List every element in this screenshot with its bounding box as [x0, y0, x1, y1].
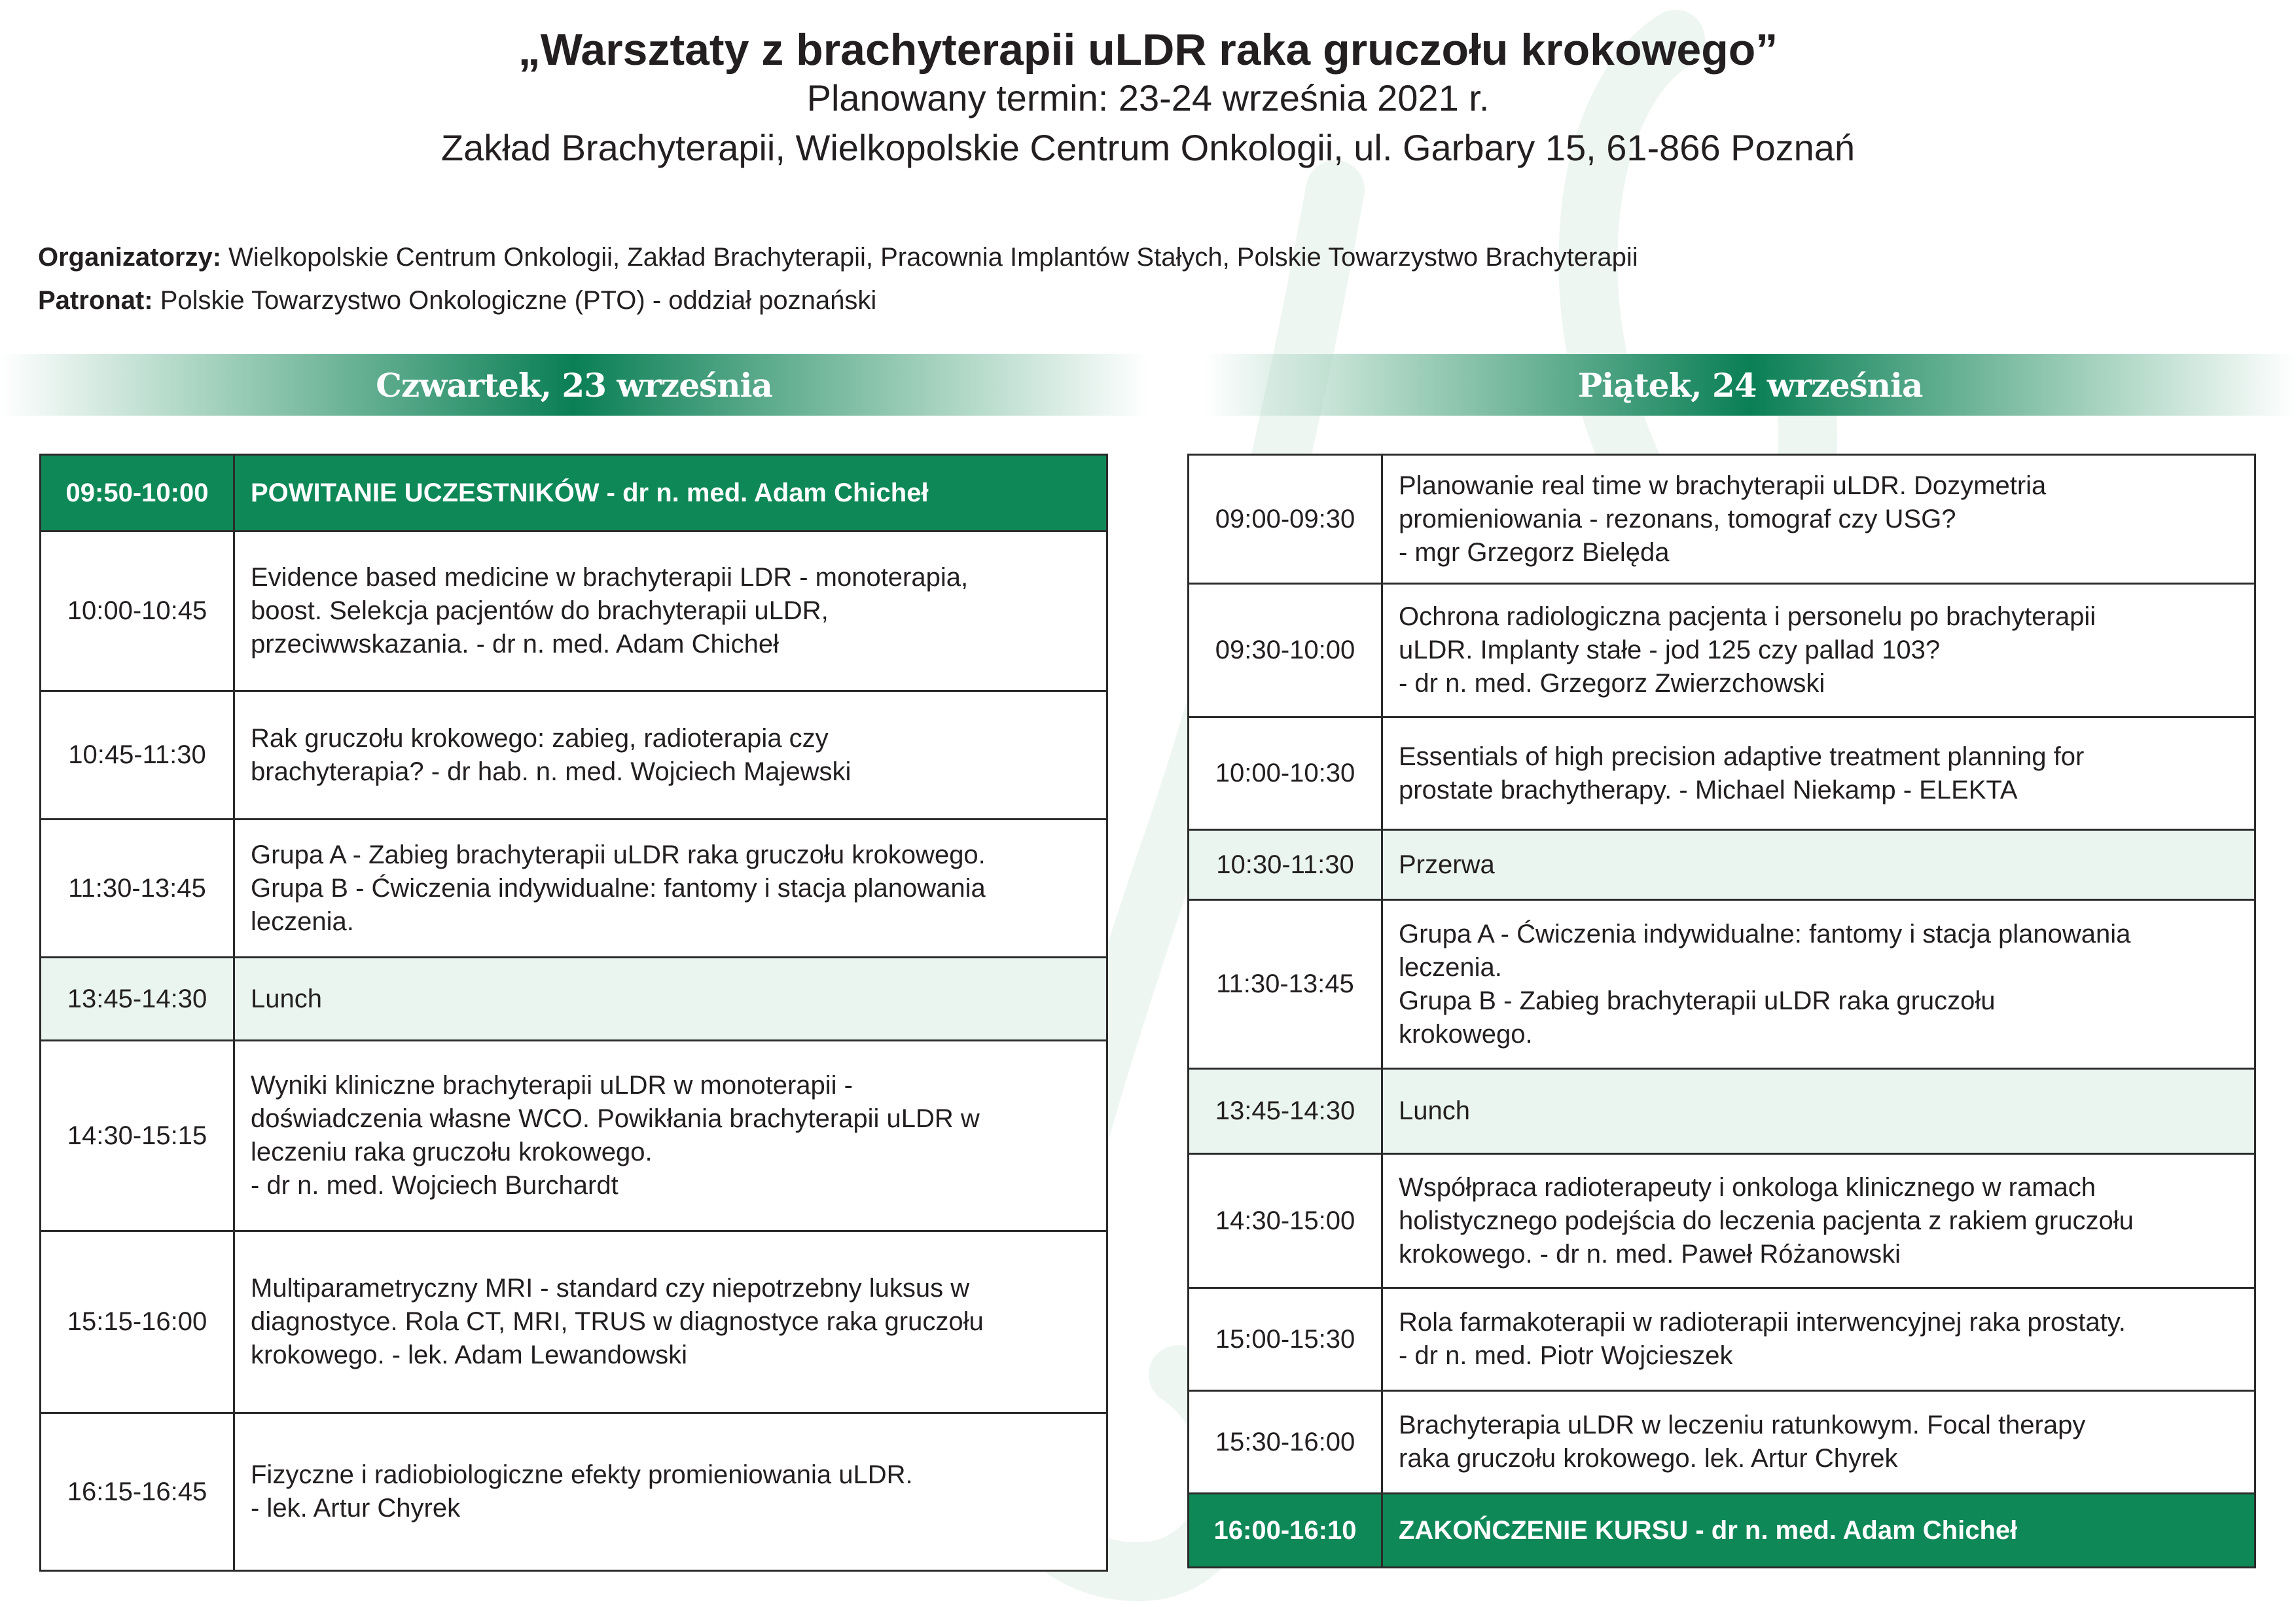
session-line: - lek. Artur Chyrek [251, 1494, 461, 1523]
session-line: krokowego. [1399, 1019, 1533, 1049]
organizers-label: Organizatorzy: [38, 243, 222, 272]
session-line: - dr n. med. Piotr Wojcieszek [1399, 1341, 1733, 1370]
session-line: Evidence based medicine w brachyterapii LDR - monoterapia, [251, 563, 969, 592]
session-line: Lunch [251, 984, 322, 1013]
date-line: Planowany termin: 23-24 września 2021 r. [806, 77, 1490, 118]
session-line: Grupa A - Ćwiczenia indywidualne: fantomy i stacja planowania [1399, 919, 2131, 948]
patronage-line [38, 284, 876, 317]
time-cell: 13:45-14:30 [1189, 1069, 1382, 1154]
organizers-line [38, 241, 1638, 274]
schedule-row [1189, 900, 2255, 1069]
session-line: Fizyczne i radiobiologiczne efekty promieniowania uLDR. [251, 1460, 913, 1489]
session-description [234, 691, 1107, 820]
session-description [234, 1413, 1107, 1571]
session-line: Wyniki kliniczne brachyterapii uLDR w monoterapii - [251, 1071, 853, 1100]
session-line: Planowanie real time w brachyterapii uLDR. Dozymetria [1399, 471, 2047, 500]
schedule-row [41, 820, 1107, 958]
page-title: „Warsztaty z brachyterapii uLDR raka gruczołu krokowego” [518, 25, 1778, 75]
day-heading-band-friday [1204, 354, 2296, 416]
time-cell: 14:30-15:15 [41, 1041, 234, 1231]
session-description [234, 455, 1107, 532]
session-line: krokowego. - dr n. med. Paweł Różanowski [1399, 1239, 1901, 1269]
session-description [234, 1041, 1107, 1231]
day-heading-friday: Piątek, 24 września [1577, 365, 1923, 405]
time-cell: 16:15-16:45 [41, 1413, 234, 1571]
session-description [234, 958, 1107, 1041]
session-line: promieniowania - rezonans, tomograf czy USG? [1399, 504, 1956, 533]
address-line: Zakład Brachyterapii, Wielkopolskie Centrum Onkologii, ul. Garbary 15, 61-866 Poznań [440, 127, 1856, 168]
schedule-row [41, 1413, 1107, 1571]
schedule-row [1189, 1494, 2255, 1568]
time-cell: 14:30-15:00 [1189, 1154, 1382, 1288]
session-description [1382, 1069, 2255, 1154]
session-line: leczenia. [1399, 952, 1502, 982]
session-line: uLDR. Implanty stałe - jod 125 czy pallad 103? [1399, 636, 1941, 664]
patronage-label: Patronat: [38, 286, 153, 315]
time-cell: 09:00-09:30 [1189, 455, 1382, 584]
session-description [234, 532, 1107, 691]
session-line: Multiparametryczny MRI - standard czy niepotrzebny luksus w [251, 1274, 970, 1303]
schedule-row [41, 958, 1107, 1041]
session-line: POWITANIE UCZESTNIKÓW - dr n. med. Adam Chicheł [251, 478, 929, 507]
time-cell: 11:30-13:45 [1189, 900, 1382, 1069]
time-cell: 10:30-11:30 [1189, 830, 1382, 900]
session-line: Ochrona radiologiczna pacjenta i personelu po brachyterapii [1399, 602, 2096, 631]
session-line: - dr n. med. Wojciech Burchardt [251, 1171, 619, 1200]
session-line: przeciwwskazania. - dr n. med. Adam Chicheł [251, 630, 779, 659]
session-line: Grupa A - Zabieg brachyterapii uLDR raka gruczołu krokowego. [251, 840, 986, 869]
time-cell: 16:00-16:10 [1189, 1494, 1382, 1568]
time-cell: 15:00-15:30 [1189, 1288, 1382, 1391]
session-line: Grupa B - Ćwiczenia indywidualne: fantomy i stacja planowania [251, 873, 986, 903]
time-cell: 15:30-16:00 [1189, 1391, 1382, 1494]
session-line: doświadczenia własne WCO. Powikłania brachyterapii uLDR w [251, 1104, 980, 1133]
time-cell: 10:45-11:30 [41, 691, 234, 820]
session-line: holistycznego podejścia do leczenia pacjenta z rakiem gruczołu [1399, 1206, 2134, 1235]
patronage-value: Polskie Towarzystwo Onkologiczne (PTO) - oddział poznański [152, 286, 877, 315]
session-line: boost. Selekcja pacjentów do brachyterapii uLDR, [251, 596, 829, 625]
session-line: krokowego. - lek. Adam Lewandowski [251, 1341, 687, 1369]
schedule-row [41, 1231, 1107, 1413]
time-cell: 10:00-10:30 [1189, 717, 1382, 830]
schedule-row [1189, 1288, 2255, 1391]
session-description [1382, 717, 2255, 830]
schedule-row [1189, 584, 2255, 717]
day-heading-band-thursday [0, 354, 1148, 416]
session-description [1382, 1154, 2255, 1288]
session-description [234, 820, 1107, 958]
time-cell: 10:00-10:45 [41, 532, 234, 691]
day-heading-thursday: Czwartek, 23 września [376, 365, 772, 405]
session-line: Współpraca radioterapeuty i onkologa klinicznego w ramach [1399, 1172, 2096, 1202]
session-line: Grupa B - Zabieg brachyterapii uLDR raka gruczołu [1399, 986, 1996, 1015]
schedule-row [41, 1041, 1107, 1231]
time-cell: 09:30-10:00 [1189, 584, 1382, 717]
session-line: Brachyterapia uLDR w leczeniu ratunkowym. Focal therapy [1399, 1411, 2086, 1439]
session-line: - dr n. med. Grzegorz Zwierzchowski [1399, 669, 1825, 698]
session-description [1382, 455, 2255, 584]
session-line: prostate brachytherapy. - Michael Niekamp - ELEKTA [1399, 775, 2018, 804]
schedule-row [1189, 455, 2255, 584]
session-line: diagnostyce. Rola CT, MRI, TRUS w diagnostyce raka gruczołu [251, 1307, 984, 1336]
schedule-row [1189, 1069, 2255, 1154]
session-line: Lunch [1399, 1096, 1470, 1125]
session-description [1382, 1391, 2255, 1494]
schedule-row [41, 532, 1107, 691]
session-line: ZAKOŃCZENIE KURSU - dr n. med. Adam Chicheł [1399, 1515, 2018, 1545]
schedule-table-thursday [39, 454, 1108, 1572]
session-description [1382, 584, 2255, 717]
schedule-row [1189, 1154, 2255, 1288]
session-description [1382, 830, 2255, 900]
schedule-row [41, 455, 1107, 532]
schedule-row [41, 691, 1107, 820]
session-line: - mgr Grzegorz Bielęda [1399, 537, 1670, 567]
session-line: leczenia. [251, 907, 354, 936]
session-description [1382, 1494, 2255, 1568]
session-line: Rak gruczołu krokowego: zabieg, radioterapia czy [251, 723, 829, 753]
schedule-row [1189, 830, 2255, 900]
session-line: Essentials of high precision adaptive treatment planning for [1399, 742, 2085, 771]
time-cell: 13:45-14:30 [41, 958, 234, 1041]
time-cell: 11:30-13:45 [41, 820, 234, 958]
schedule-row [1189, 717, 2255, 830]
time-cell: 15:15-16:00 [41, 1231, 234, 1413]
session-description [234, 1231, 1107, 1413]
organizers-value: Wielkopolskie Centrum Onkologii, Zakład Brachyterapii, Pracownia Implantów Stałych, Polskie Towarzystwo Brachyterapii [221, 243, 1638, 272]
session-line: Przerwa [1399, 850, 1495, 879]
schedule-row [1189, 1391, 2255, 1494]
session-description [1382, 900, 2255, 1069]
time-cell: 09:50-10:00 [41, 455, 234, 532]
session-line: raka gruczołu krokowego. lek. Artur Chyrek [1399, 1444, 1898, 1473]
session-line: leczeniu raka gruczołu krokowego. [251, 1138, 653, 1166]
session-line: brachyterapia? - dr hab. n. med. Wojciech Majewski [251, 757, 852, 786]
session-line: Rola farmakoterapii w radioterapii interwencyjnej raka prostaty. [1399, 1308, 2126, 1337]
schedule-table-friday [1187, 454, 2256, 1568]
session-description [1382, 1288, 2255, 1391]
